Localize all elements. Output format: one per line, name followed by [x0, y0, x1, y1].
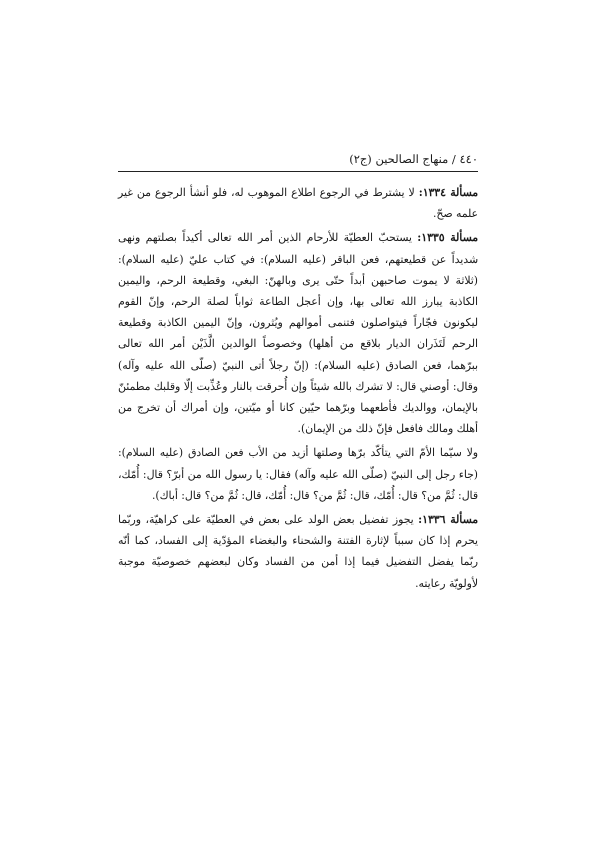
paragraph-mother: [118, 442, 478, 506]
issue-label: مسألة ١٣٣٥:: [417, 231, 478, 245]
paragraph-masala-1334: [118, 182, 478, 224]
paragraph-text: يستحبّ العطيّة للأرحام الذين أمر الله تعالى أكيداً بصلتهم ونهى شديداً عن قطيعتهم، فعن الباقر (عليه السلام): في كتاب عليّ (عليه السلام): (ثلاثة لا يموت صاحبهن أبداً حتّى يرى وبالهنّ: البغي، وقطيعة الرحم، واليمين الكاذبة يبارز الله تعالى بها، وإن أعجل الطاعة ثواباً لصلة الرحم، وإنّ القوم ليكونون فجّاراً فيتواصلون فتنمى أموالهم ويُثرون، وإنّ اليمين الكاذبة وقطيعة الرحم لَتَذَران الديار بلاقع من أهلها) وخصوصاً الوالدين الَّذَيْن أمر الله تعالى ببرّهما، فعن الصادق (عليه السلام): (إنّ رجلاً أتى النبيّ (صلّى الله عليه وآله) وقال: أوصني قال: لا تشرك بالله شيئاً وإن أُحرقت بالنار وعُذِّبت إلّا وقلبك مطمئنّ بالإيمان، ووالديك فأطعهما وبرّهما حيّين كانا أو ميّتين، وإن أمراك أن تخرج من أهلك ومالك فافعل فإنّ ذلك من الإيمان).: [118, 231, 478, 436]
issue-label: مسألة ١٣٣٦:: [418, 513, 478, 527]
paragraph-text: ولا سيّما الأمّ التي يتأكّد برّها وصلتها أزيد من الأب فعن الصادق (عليه السلام): (جاء رجل إلى النبيّ (صلّى الله عليه وآله) فقال: يا رسول الله من أبرّ؟ قال: أُمّك، قال: ثُمَّ من؟ قال: أُمّك، قال: ثُمَّ من؟ قال: أُمّك، قال: ثُمَّ من؟ قال: أباك).: [118, 446, 478, 502]
paragraph-masala-1335: [118, 227, 478, 439]
document-page: [118, 150, 478, 597]
issue-label: مسألة ١٣٣٤:: [418, 186, 478, 199]
paragraph-masala-1336: [118, 509, 478, 594]
paragraph-text: يجوز تفضيل بعض الولد على بعض في العطيّة على كراهيّة، وربّما يحرم إذا كان سبباً لإثارة الفتنة والشحناء والبغضاء المؤدّية إلى الفساد، كما أنّه ربّما يفضل التفضيل فيما إذا أمن من الفساد وكان لبعضهم خصوصيّة موجبة لأولويّة رعايته.: [118, 513, 478, 590]
running-header: ٤٤٠ / منهاج الصالحين (ج٢): [118, 150, 478, 172]
paragraph-text: لا يشترط في الرجوع اطلاع الموهوب له، فلو أنشأ الرجوع من غير علمه صحّ.: [118, 186, 478, 221]
